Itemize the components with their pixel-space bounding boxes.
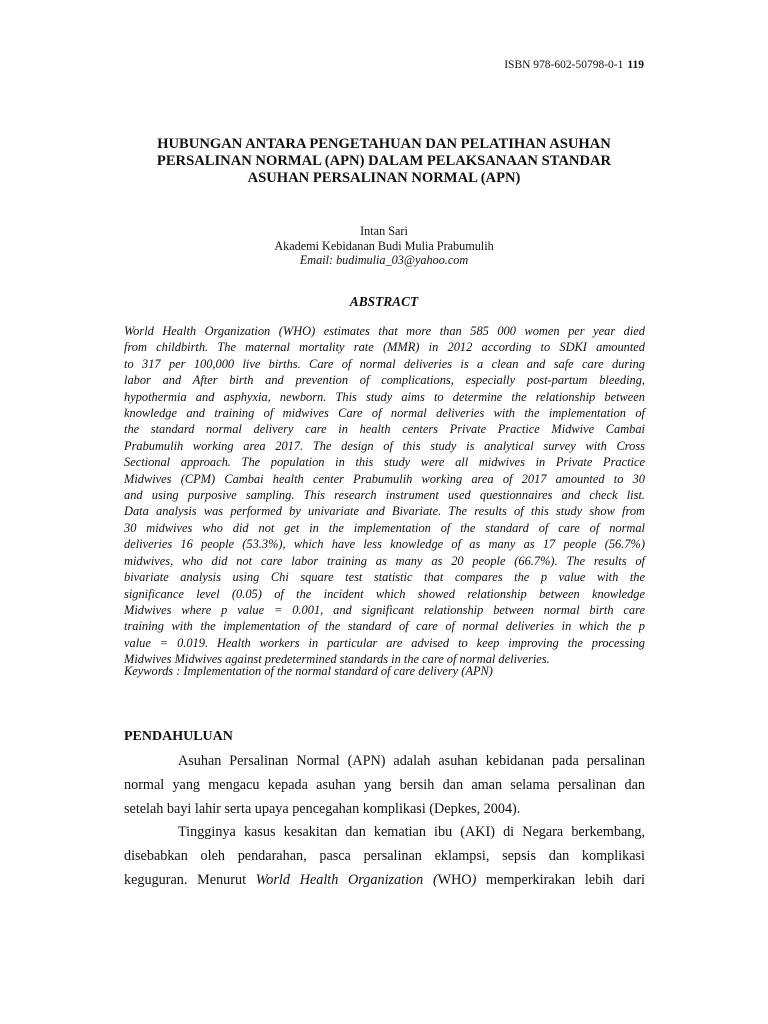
abstract-line: and using purposive sampling. This research instrument used questionnaires and check list. [124,488,645,503]
abstract-line: 30 midwives who did not get in the implementation of the standard of care of normal [124,520,645,535]
author-email[interactable]: Email: budimulia_03@yahoo.com [299,253,469,267]
author-name: Intan Sari [360,224,408,238]
body-italic: ) [471,871,477,888]
paper-title [110,136,658,187]
isbn-header [504,59,644,71]
abstract-line: the standard normal delivery care in health centers Private Practice Midwive Cambai [124,422,645,437]
body-text: WHO [437,871,472,888]
keywords: Keywords : Implementation of the normal standard of care delivery (APN) [124,664,493,678]
title-line: HUBUNGAN ANTARA PENGETAHUAN DAN PELATIHAN ASUHAN [157,136,611,152]
page-number: 119 [627,59,644,71]
body-line: disebabkan oleh pendarahan, pasca persalinan eklampsi, sepsis dan komplikasi [124,848,645,865]
abstract-line: to 317 per 100,000 live births. Care of normal deliveries is a clean and safe care during [124,356,645,371]
abstract-line: deliveries 16 people (53.3%), which have less knowledge of as many as 17 people (56.7%) [124,537,645,552]
abstract-line: training with the implementation of the standard of care of normal deliveries in which the p [124,619,645,634]
section-body [124,750,645,893]
abstract-line: from childbirth. The maternal mortality rate (MMR) in 2012 according to SDKI amounted [124,340,645,355]
section-heading: PENDAHULUAN [124,729,233,744]
body-line: Asuhan Persalinan Normal (APN) adalah asuhan kebidanan pada persalinan [178,753,645,769]
abstract-body [124,323,645,668]
body-italic: World Health Organization ( [255,871,438,888]
abstract-line: World Health Organization (WHO) estimates that more than 585 000 women per year died [124,324,645,338]
abstract-line: hypothermia and asphyxia, newborn. This study aims to determine the relationship between [124,389,645,404]
abstract-line: Midwives Midwives against predetermined standards in the care of normal deliveries. [124,652,550,667]
abstract-line: value = 0.019. Health workers in particular are advised to keep improving the processing [124,635,645,650]
body-text: keguguran. Menurut [124,871,256,888]
isbn-text: ISBN 978-602-50798-0-1 [504,59,624,71]
body-line: normal yang mengacu kepada asuhan yang bersih dan aman selama persalinan dan [124,776,645,793]
author-affiliation: Akademi Kebidanan Budi Mulia Prabumulih [274,238,494,253]
title-line: ASUHAN PERSALINAN NORMAL (APN) [247,170,521,186]
abstract-line: significance level (0.05) of the incident which showed relationship between knowledge [124,586,645,601]
title-line: PERSALINAN NORMAL (APN) DALAM PELAKSANAAN STANDAR [156,153,612,169]
abstract-line: labor and After birth and prevention of complications, especially post-partum bleeding, [124,373,645,388]
abstract-line: Prabumulih working area 2017. The design of this study is analytical survey with Cross [124,438,645,453]
abstract-heading: ABSTRACT [349,294,419,309]
abstract-line: knowledge and training of midwives Care of normal deliveries with the implementation of [124,406,645,421]
abstract-line: Midwives (CPM) Cambai health center Prabumulih working area of 2017 amounted to 30 [124,471,645,486]
body-line [124,869,645,893]
abstract-line: Midwives where p value = 0.001, and significant relationship between normal birth care [124,602,645,617]
body-line: setelah bayi lahir serta upaya pencegahan komplikasi (Depkes, 2004). [124,800,521,817]
abstract-line: midwives, who did not care labor training as many as 20 people (66.7%). The results of [124,553,645,568]
author-block [180,224,588,268]
abstract-line: bivariate analysis using Chi square test statistic that compares the p value with the [124,570,645,585]
abstract-line: Data analysis was performed by univariate and Bivariate. The results of this study show from [124,504,645,519]
body-line: Tingginya kasus kesakitan dan kematian ibu (AKI) di Negara berkembang, [178,824,645,841]
body-text: memperkirakan lebih dari [476,871,646,888]
abstract-line: Sectional approach. The population in this study were all midwives in Private Practice [124,455,645,470]
